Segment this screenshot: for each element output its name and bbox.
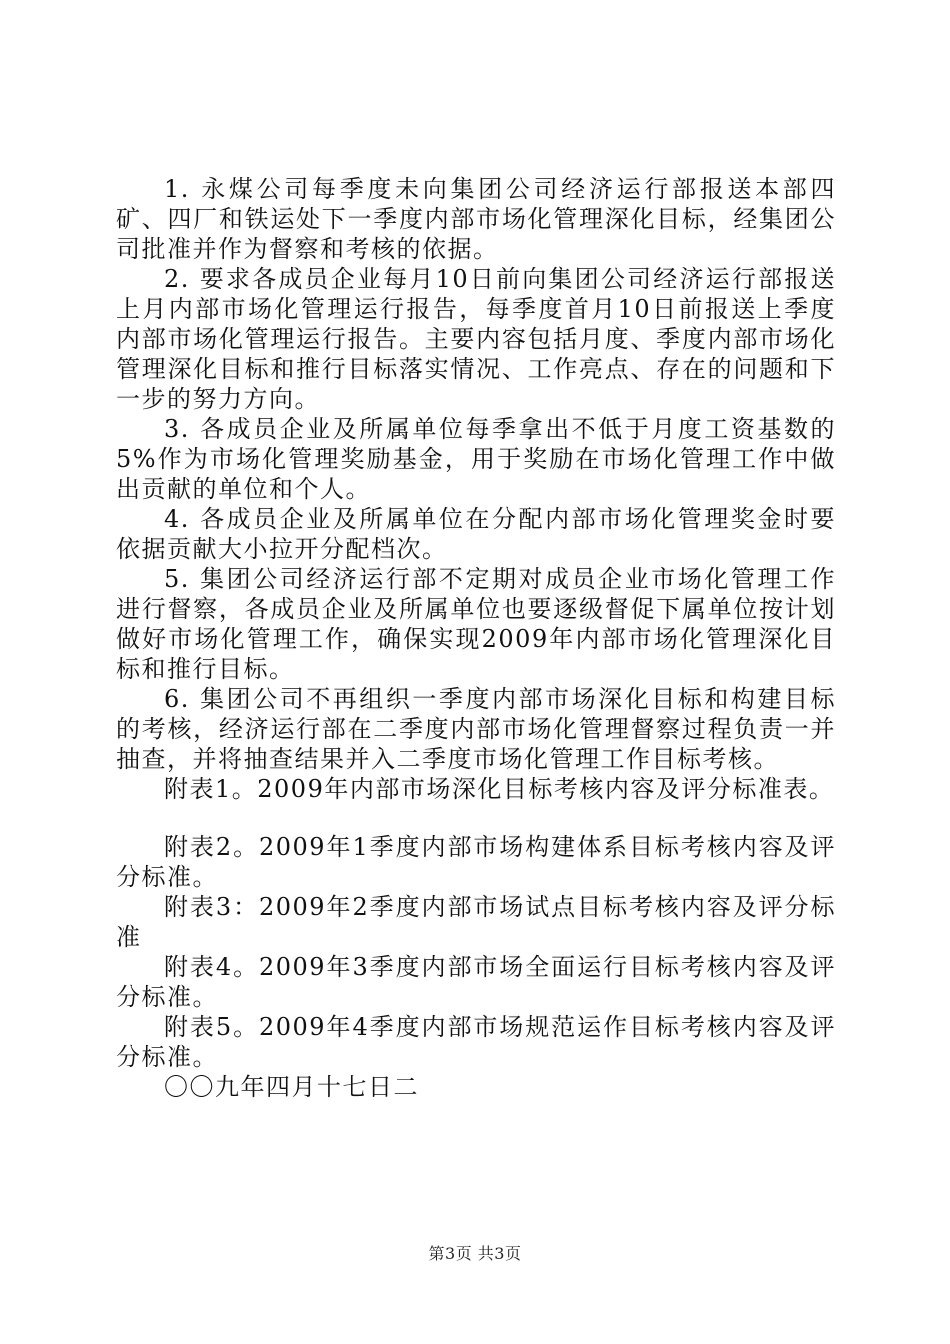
paragraph-6: 6. 集团公司不再组织一季度内部市场深化目标和构建目标的考核，经济运行部在二季度内部市场化管理督察过程负责一并抽查，并将抽查结果并入二季度市场化管理工作目标考核。 xyxy=(116,685,836,773)
paragraph-4: 4. 各成员企业及所属单位在分配内部市场化管理奖金时要依据贡献大小拉开分配档次。 xyxy=(116,505,836,563)
paragraph-2: 2. 要求各成员企业每月10日前向集团公司经济运行部报送上月内部市场化管理运行报告，每季度首月10日前报送上季度内部市场化管理运行报告。主要内容包括月度、季度内部市场化管理深化目标和推行目标落实情况、工作亮点、存在的问题和下一步的努力方向。 xyxy=(116,265,836,413)
page-footer: 第3页 共3页 xyxy=(428,1244,522,1263)
attachment-4: 附表4。2009年3季度内部市场全面运行目标考核内容及评分标准。 xyxy=(116,953,836,1011)
paragraph-5: 5. 集团公司经济运行部不定期对成员企业市场化管理工作进行督察，各成员企业及所属单位也要逐级督促下属单位按计划做好市场化管理工作，确保实现2009年内部市场化管理深化目标和推行目标。 xyxy=(116,565,836,683)
attachment-1: 附表1。2009年内部市场深化目标考核内容及评分标准表。 xyxy=(164,775,835,803)
attachment-5: 附表5。2009年4季度内部市场规范运作目标考核内容及评分标准。 xyxy=(116,1013,836,1071)
document-date: 〇〇九年四月十七日二 xyxy=(164,1073,419,1101)
document-body xyxy=(116,174,836,1102)
paragraph-3: 3. 各成员企业及所属单位每季拿出不低于月度工资基数的5%作为市场化管理奖励基金，用于奖励在市场化管理工作中做出贡献的单位和个人。 xyxy=(116,415,836,503)
spacer xyxy=(116,804,836,832)
paragraph-1: 1. 永煤公司每季度未向集团公司经济运行部报送本部四矿、四厂和铁运处下一季度内部市场化管理深化目标，经集团公司批准并作为督察和考核的依据。 xyxy=(116,175,836,263)
attachment-3: 附表3：2009年2季度内部市场试点目标考核内容及评分标准 xyxy=(116,893,836,951)
attachment-2: 附表2。2009年1季度内部市场构建体系目标考核内容及评分标准。 xyxy=(116,833,836,891)
